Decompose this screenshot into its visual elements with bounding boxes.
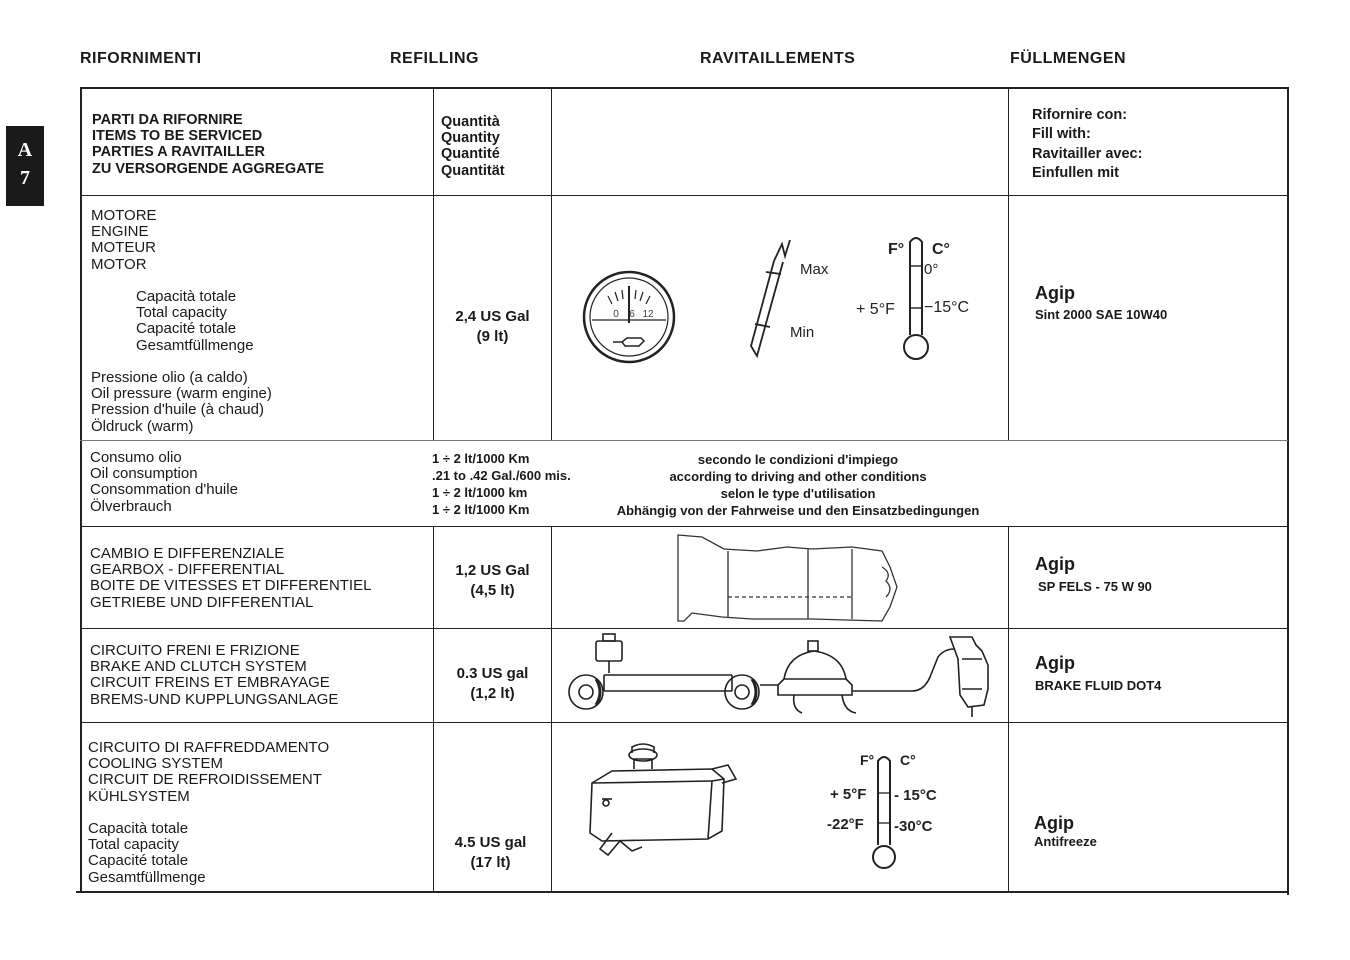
coolant-tank-icon bbox=[590, 744, 736, 855]
brakes-name-de: BREMS-UND KUPPLUNGSANLAGE bbox=[90, 690, 339, 708]
dipstick-min-label: Min bbox=[790, 324, 815, 341]
fill-header-de: Einfullen mit bbox=[1032, 164, 1119, 181]
consumption-labels bbox=[90, 450, 238, 515]
coolant-thermometer-icon bbox=[827, 752, 937, 868]
engine-qty-sub: (9 lt) bbox=[476, 328, 509, 345]
border-bottom bbox=[76, 891, 1288, 893]
cooling-f-value-2: -22°F bbox=[827, 816, 864, 833]
engine-capacity-de: Gesamtfüllmenge bbox=[136, 336, 254, 354]
cooling-thermo-c: C° bbox=[900, 752, 916, 768]
header-german: FÜLLMENGEN bbox=[1010, 50, 1127, 67]
brakes-name-fr: CIRCUIT FREINS ET EMBRAYAGE bbox=[90, 674, 330, 692]
cooling-name-de: KÜHLSYSTEM bbox=[88, 787, 190, 805]
engine-thermo-f-value: + 5°F bbox=[856, 301, 895, 318]
engine-pressure-fr: Pression d'huile (à chaud) bbox=[91, 401, 264, 419]
engine-name-fr: MOTEUR bbox=[91, 239, 156, 257]
engine-capacity-it: Capacità totale bbox=[136, 288, 237, 305]
fill-header-it: Rifornire con: bbox=[1032, 107, 1128, 123]
gearbox-name-it: CAMBIO E DIFFERENZIALE bbox=[90, 545, 285, 562]
quantity-header-fr: Quantité bbox=[441, 146, 500, 163]
consumption-value-fr: 1 ÷ 2 lt/1000 km bbox=[432, 485, 528, 500]
brakes-qty-main: 0.3 US gal bbox=[456, 665, 529, 682]
cooling-qty-sub: (17 lt) bbox=[470, 854, 511, 871]
fill-header-fr: Ravitailler avec: bbox=[1032, 145, 1143, 162]
cooling-name-en: COOLING SYSTEM bbox=[88, 755, 224, 773]
engine-pressure-it: Pressione olio (a caldo) bbox=[91, 369, 248, 386]
cooling-quantity bbox=[432, 833, 549, 873]
fill-header-en: Fill with: bbox=[1032, 126, 1091, 143]
quantity-header-en: Quantity bbox=[441, 130, 500, 147]
engine-capacity-fr: Capacité totale bbox=[136, 320, 237, 338]
consumption-label-de: Ölverbrauch bbox=[90, 497, 172, 515]
engine-thermo-c-value: −15°C bbox=[924, 299, 970, 316]
brakes-product: BRAKE FLUID DOT4 bbox=[1035, 678, 1162, 693]
cooling-brand: Agip bbox=[1034, 813, 1074, 833]
engine-thermo-zero: 0° bbox=[924, 261, 939, 278]
oil-pressure-gauge-icon bbox=[584, 272, 674, 362]
gearbox-name-de: GETRIEBE UND DIFFERENTIAL bbox=[90, 593, 314, 611]
gearbox-product: SP FELS - 75 W 90 bbox=[1038, 579, 1152, 594]
cooling-thermo-f: F° bbox=[860, 752, 875, 768]
cooling-name-it: CIRCUITO DI RAFFREDDAMENTO bbox=[88, 739, 330, 756]
consumption-label-en: Oil consumption bbox=[90, 465, 198, 483]
gearbox-qty-main: 1,2 US Gal bbox=[455, 562, 530, 579]
border-top bbox=[80, 87, 1288, 89]
brakes-illustration bbox=[552, 629, 1008, 722]
consumption-conditions bbox=[598, 451, 998, 519]
gearbox-quantity bbox=[434, 561, 551, 601]
fill-header bbox=[1032, 106, 1142, 183]
brakes-name-en: BRAKE AND CLUTCH SYSTEM bbox=[90, 658, 307, 676]
engine-names bbox=[91, 208, 157, 273]
col-divider-fill-bottom bbox=[1008, 526, 1009, 892]
brakes-name-it: CIRCUITO FRENI E FRIZIONE bbox=[90, 642, 300, 659]
brakes-brand: Agip bbox=[1035, 653, 1075, 673]
gearbox-qty-sub: (4,5 lt) bbox=[470, 582, 515, 599]
col-divider-qty-top bbox=[433, 87, 434, 440]
engine-thermo-f: F° bbox=[888, 241, 905, 258]
engine-capacity-en: Total capacity bbox=[136, 304, 227, 322]
header-italian: RIFORNIMENTI bbox=[80, 50, 202, 67]
cooling-capacity-en: Total capacity bbox=[88, 836, 179, 854]
consumption-condition-it: secondo le condizioni d'impiego bbox=[697, 452, 899, 467]
cooling-capacity-it: Capacità totale bbox=[88, 820, 189, 837]
engine-capacity-labels bbox=[136, 289, 254, 354]
gearbox-illustration bbox=[552, 527, 1008, 628]
brakes-quantity bbox=[434, 664, 551, 704]
engine-thermo-c: C° bbox=[932, 241, 950, 258]
consumption-label-fr: Consommation d'huile bbox=[90, 481, 238, 499]
consumption-values bbox=[432, 450, 571, 518]
engine-quantity bbox=[434, 307, 551, 347]
section-tab bbox=[6, 126, 44, 206]
consumption-label-it: Consumo olio bbox=[90, 449, 182, 466]
gearbox-names bbox=[90, 546, 371, 611]
header-french: RAVITAILLEMENTS bbox=[700, 50, 856, 67]
items-header-en: ITEMS TO BE SERVICED bbox=[92, 128, 263, 145]
consumption-condition-en: according to driving and other conditions bbox=[669, 469, 927, 484]
brakes-qty-sub: (1,2 lt) bbox=[470, 685, 515, 702]
consumption-condition-fr: selon le type d'utilisation bbox=[720, 486, 876, 501]
cooling-names bbox=[88, 740, 329, 805]
col-divider-fill-top bbox=[1008, 87, 1009, 440]
consumption-value-it: 1 ÷ 2 lt/1000 Km bbox=[432, 451, 530, 466]
gearbox-icon bbox=[678, 535, 897, 621]
dipstick-icon bbox=[751, 240, 829, 356]
engine-brand: Agip bbox=[1035, 283, 1075, 303]
cooling-name-fr: CIRCUIT DE REFROIDISSEMENT bbox=[88, 771, 322, 789]
brakes-names bbox=[90, 643, 338, 708]
cooling-capacity-de: Gesamtfüllmenge bbox=[88, 868, 206, 886]
gauge-label-mid: 6 bbox=[629, 309, 635, 320]
cooling-illustration bbox=[552, 723, 1008, 891]
section-tab-number: 7 bbox=[20, 167, 30, 189]
consumption-condition-de: Abhängig von der Fahrweise und den Einsatzbedingungen bbox=[616, 503, 980, 518]
cooling-f-value-1: + 5°F bbox=[830, 786, 867, 803]
engine-pressure-labels bbox=[91, 370, 272, 435]
consumption-value-en: .21 to .42 Gal./600 mis. bbox=[432, 468, 571, 483]
items-header-it: PARTI DA RIFORNIRE bbox=[92, 112, 243, 128]
section-tab-letter: A bbox=[17, 139, 33, 161]
dipstick-max-label: Max bbox=[800, 261, 829, 278]
cooling-capacity-fr: Capacité totale bbox=[88, 852, 189, 870]
quantity-header-de: Quantität bbox=[441, 162, 505, 179]
quantity-header-it: Quantità bbox=[441, 114, 500, 130]
engine-product: Sint 2000 SAE 10W40 bbox=[1035, 307, 1168, 322]
engine-qty-main: 2,4 US Gal bbox=[455, 308, 530, 325]
engine-pressure-de: Öldruck (warm) bbox=[91, 417, 194, 435]
thermometer-icon bbox=[856, 238, 969, 359]
cooling-capacity-labels bbox=[88, 821, 206, 886]
quantity-header bbox=[441, 114, 505, 179]
brake-system-icon bbox=[569, 634, 988, 717]
gearbox-name-en: GEARBOX - DIFFERENTIAL bbox=[90, 561, 285, 579]
gearbox-name-fr: BOITE DE VITESSES ET DIFFERENTIEL bbox=[90, 577, 372, 595]
items-header-de: ZU VERSORGENDE AGGREGATE bbox=[92, 160, 325, 177]
gauge-label-high: 12 bbox=[642, 309, 654, 320]
cooling-qty-main: 4.5 US gal bbox=[454, 834, 527, 851]
header-english: REFILLING bbox=[390, 50, 479, 67]
items-header bbox=[92, 112, 324, 177]
engine-name-de: MOTOR bbox=[91, 255, 147, 273]
row-divider-2 bbox=[80, 440, 1288, 441]
engine-illustration bbox=[552, 196, 1008, 440]
items-header-fr: PARTIES A RAVITAILLER bbox=[92, 144, 265, 161]
cooling-product: Antifreeze bbox=[1034, 834, 1097, 849]
gauge-label-low: 0 bbox=[613, 309, 619, 320]
gearbox-brand: Agip bbox=[1035, 554, 1075, 574]
border-left bbox=[80, 87, 82, 893]
cooling-c-value-1: - 15°C bbox=[894, 787, 937, 804]
border-right bbox=[1287, 87, 1289, 895]
engine-pressure-en: Oil pressure (warm engine) bbox=[91, 385, 272, 403]
cooling-c-value-2: -30°C bbox=[894, 818, 933, 835]
engine-name-it: MOTORE bbox=[91, 207, 157, 224]
engine-name-en: ENGINE bbox=[91, 223, 149, 241]
consumption-value-de: 1 ÷ 2 lt/1000 Km bbox=[432, 502, 530, 517]
